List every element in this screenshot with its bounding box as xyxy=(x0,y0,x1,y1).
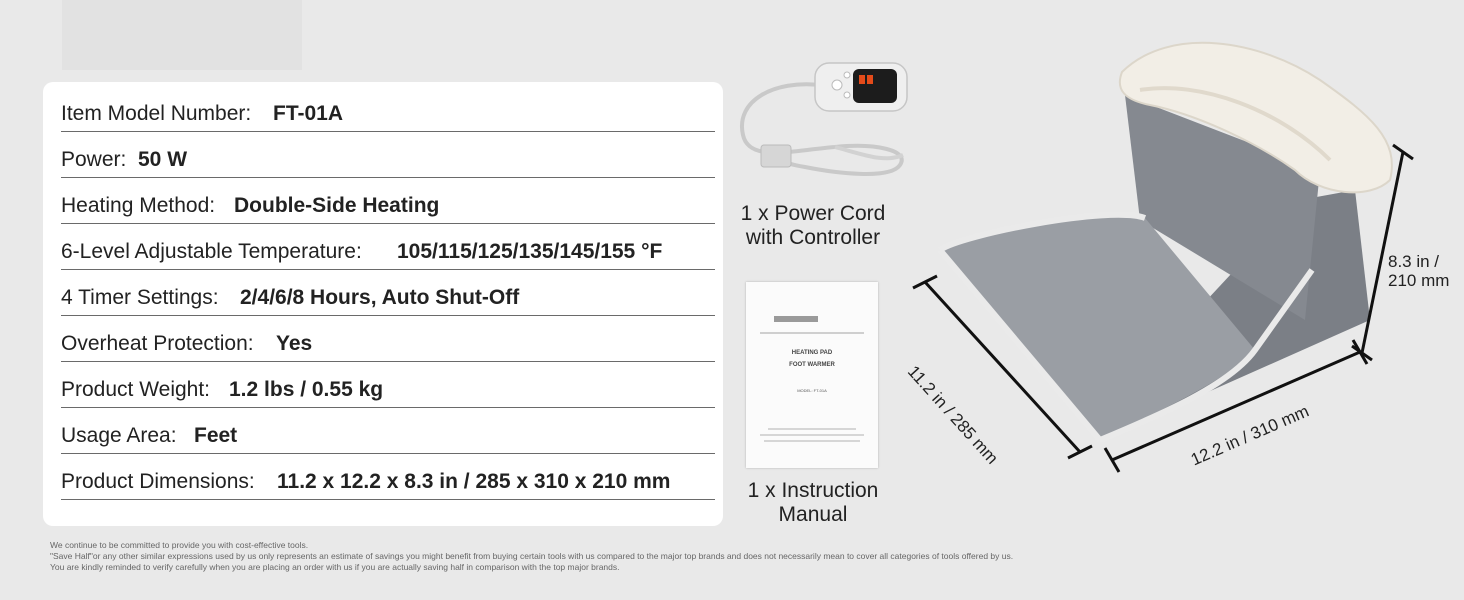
disclaimer-line: "Save Half"or any other similar expressions used by us only represents an estimate of savings you might benefit from buying certain tools with us compared to the major top brands and does not necessarily mean to cover all categories of tools offered by us. xyxy=(50,551,1014,561)
disclaimer-line: You are kindly reminded to verify carefully when you are placing an order with us if you are actually saving half in comparison with the top major brands. xyxy=(50,562,620,572)
spec-label: 4 Timer Settings: xyxy=(61,286,219,309)
caption-line: 1 x Power Cord xyxy=(740,202,886,225)
manual-title: HEATING PAD xyxy=(791,350,833,356)
power-cord-controller-image xyxy=(735,55,915,195)
caption-line: 1 x Instruction xyxy=(747,479,879,502)
manual-logo xyxy=(774,316,818,322)
spec-value: 11.2 x 12.2 x 8.3 in / 285 x 310 x 210 mm xyxy=(277,470,671,493)
spec-label: Item Model Number: xyxy=(61,102,252,125)
spec-row-overheat xyxy=(61,316,715,362)
dimension-label-line: 210 mm xyxy=(1388,271,1450,290)
spec-value: Double-Side Heating xyxy=(234,194,440,217)
spec-label: Heating Method: xyxy=(61,194,216,217)
dimension-label-height xyxy=(1388,252,1449,290)
manual-subtitle: FOOT WARMER xyxy=(789,362,835,368)
spec-label: Overheat Protection: xyxy=(61,332,254,355)
manual-text-line xyxy=(760,434,864,436)
spec-value: Feet xyxy=(194,424,238,447)
spec-row-timer xyxy=(61,270,715,316)
manual-caption xyxy=(733,479,893,527)
spec-label: Product Dimensions: xyxy=(61,470,255,493)
spec-value: 1.2 lbs / 0.55 kg xyxy=(229,378,384,401)
spec-card xyxy=(43,82,723,526)
spec-value: Yes xyxy=(276,332,313,355)
spec-row-usage-area xyxy=(61,408,715,454)
foot-warmer-image xyxy=(900,20,1420,480)
manual-text-line xyxy=(768,428,856,430)
manual-text-line xyxy=(760,332,864,334)
dimension-label-depth: 11.2 in / 285 mm xyxy=(903,362,1002,468)
spec-row-dimensions xyxy=(61,454,715,500)
spec-label: 6-Level Adjustable Temperature: xyxy=(61,240,362,263)
spec-row-model xyxy=(61,86,715,132)
caption-line: Manual xyxy=(778,503,848,526)
background-ghost-image xyxy=(62,0,302,70)
spec-row-weight xyxy=(61,362,715,408)
spec-value: FT-01A xyxy=(273,102,344,125)
spec-label: Power: xyxy=(61,148,127,171)
spec-value: 50 W xyxy=(138,148,188,171)
disclaimer xyxy=(50,540,1013,573)
spec-value: 105/115/125/135/145/155 °F xyxy=(397,240,663,263)
manual-text-line xyxy=(764,440,860,442)
spec-value: 2/4/6/8 Hours, Auto Shut-Off xyxy=(240,286,520,309)
dimension-label-width: 12.2 in / 310 mm xyxy=(1188,401,1312,470)
spec-label: Product Weight: xyxy=(61,378,211,401)
disclaimer-line: We continue to be committed to provide you with cost-effective tools. xyxy=(50,540,309,550)
dimension-label-line: 8.3 in / xyxy=(1388,252,1440,271)
instruction-manual-image xyxy=(746,282,878,468)
manual-model: MODEL: FT-01A xyxy=(797,388,827,393)
spec-label: Usage Area: xyxy=(61,424,177,447)
power-cord-caption xyxy=(733,202,893,250)
caption-line: with Controller xyxy=(745,226,881,249)
spec-row-temperature xyxy=(61,224,715,270)
spec-row-power xyxy=(61,132,715,178)
spec-row-heating-method xyxy=(61,178,715,224)
